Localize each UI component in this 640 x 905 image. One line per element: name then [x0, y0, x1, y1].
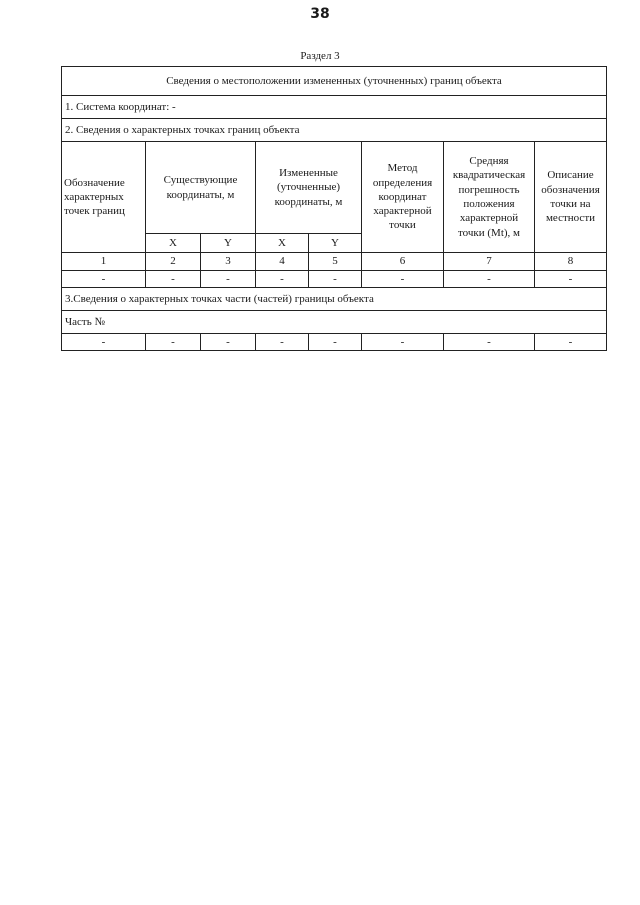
header-description: Описание обозначения точки на местности [535, 142, 607, 253]
table-cell: - [535, 334, 607, 351]
column-number: 7 [444, 253, 535, 271]
title-row [62, 67, 607, 96]
column-number: 4 [256, 253, 309, 271]
subheader-x: X [146, 234, 201, 253]
table-cell: - [362, 271, 444, 288]
table-cell: - [309, 334, 362, 351]
table-cell: - [444, 334, 535, 351]
part-heading-row [62, 288, 607, 311]
column-numbers-row [62, 253, 607, 271]
points-heading: 2. Сведения о характерных точках границ объекта [62, 119, 607, 142]
table-cell: - [362, 334, 444, 351]
points-heading-row [62, 119, 607, 142]
column-number: 6 [362, 253, 444, 271]
table-row [62, 334, 607, 351]
table-cell: - [256, 271, 309, 288]
table-cell: - [201, 271, 256, 288]
column-number: 5 [309, 253, 362, 271]
column-number: 1 [62, 253, 146, 271]
table-title: Сведения о местоположении измененных (уточненных) границ объекта [62, 67, 607, 96]
table-cell: - [62, 334, 146, 351]
header-changed: Измененные (уточненные) координаты, м [256, 142, 362, 234]
coord-system: 1. Система координат: - [62, 96, 607, 119]
table-cell: - [444, 271, 535, 288]
table-cell: - [309, 271, 362, 288]
header-method: Метод определения координат характерной точки [362, 142, 444, 253]
table-cell: - [256, 334, 309, 351]
page-number: 38 [310, 6, 330, 22]
table-cell: - [146, 271, 201, 288]
subheader-y: Y [201, 234, 256, 253]
part-heading: 3.Сведения о характерных точках части (частей) границы объекта [62, 288, 607, 311]
column-number: 8 [535, 253, 607, 271]
table-cell: - [201, 334, 256, 351]
boundary-table [61, 66, 607, 351]
header-error: Средняя квадратическая погрешность положения характерной точки (Mt), м [444, 142, 535, 253]
header-existing: Существующие координаты, м [146, 142, 256, 234]
subheader-x: X [256, 234, 309, 253]
part-label-row [62, 311, 607, 334]
header-designation: Обозначение характерных точек границ [62, 142, 146, 253]
section-label: Раздел 3 [300, 50, 340, 62]
table-cell: - [146, 334, 201, 351]
header-row [62, 142, 607, 234]
column-number: 3 [201, 253, 256, 271]
table-cell: - [535, 271, 607, 288]
column-number: 2 [146, 253, 201, 271]
table-row [62, 271, 607, 288]
table-cell: - [62, 271, 146, 288]
coord-system-row [62, 96, 607, 119]
part-label: Часть № [62, 311, 607, 334]
subheader-y: Y [309, 234, 362, 253]
